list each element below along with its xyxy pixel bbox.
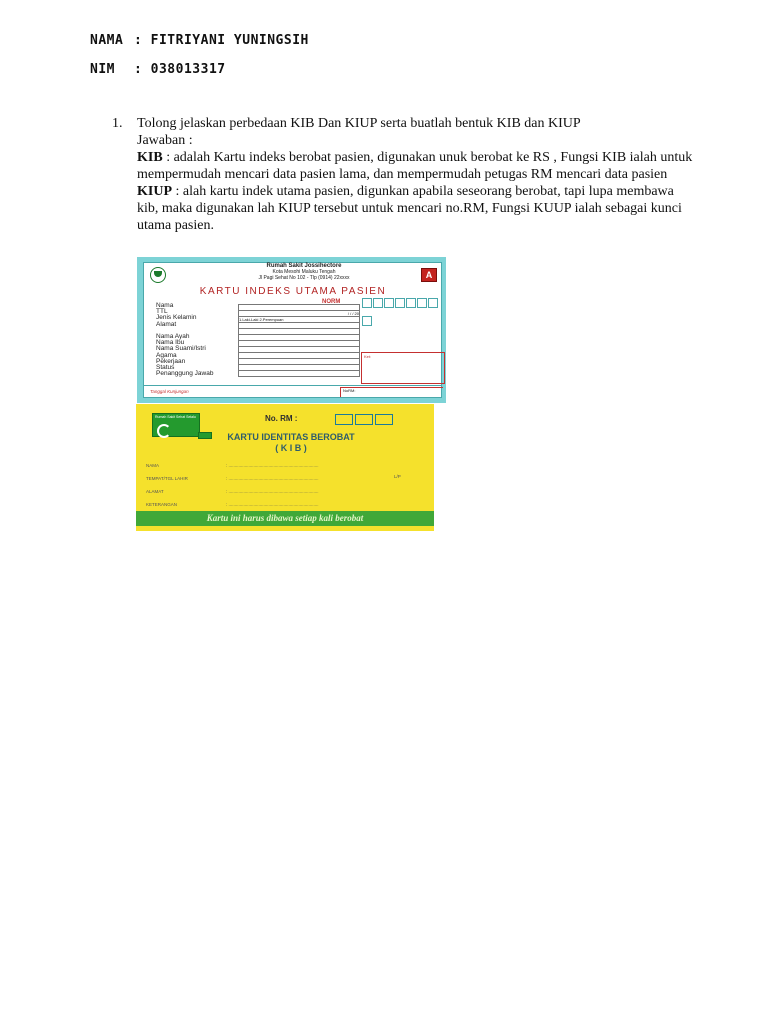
kib-title — [226, 432, 356, 454]
kib-hospital-logo-icon — [152, 413, 200, 437]
kiup-field-lines — [238, 304, 360, 377]
kiup-ket-label: Ket: — [364, 354, 372, 359]
kiup-hospital-name: Rumah Sakit Jossihectore — [266, 263, 342, 269]
kib-field: KETERANGAN — [146, 502, 178, 507]
nim-label: NIM — [90, 62, 115, 77]
kiup-field-labels — [156, 303, 213, 377]
nama-row — [90, 33, 309, 48]
kib-definition: : adalah Kartu indeks berobat pasien, digunakan unuk berobat ke RS , Fungsi KIB ialah untuk mempermudah mencari data pasien lama, dan mempermudah petugas RM mencari data pasien — [137, 150, 693, 182]
kiup-hospital-city: Kota Mesohi Maluku Tengah — [272, 269, 336, 275]
kiup-definition: : alah kartu indek utama pasien, digunkan apabila seseorang berobat, tapi lupa membawa kib, maka digunakan lah KIUP tersebut untuk mencari no.RM, Fungsi KUUP ialah sebagai kunci utama pasien. — [137, 184, 682, 233]
kiup-field: Alamat — [156, 320, 177, 328]
kib-logo-tail — [198, 432, 212, 439]
kiup-right-logo-icon: A — [421, 268, 437, 282]
kiup-card-inner — [143, 262, 442, 398]
nim-row — [90, 62, 226, 77]
kib-field: TEMPAT/TGL LAHIR — [146, 476, 188, 481]
kiup-ttl-hint: / / / 20 — [238, 310, 360, 316]
question-body — [137, 115, 697, 234]
kiup-hospital-address: Jl Pagi Sehat No 102 - Tlp (0914) 22xxxx — [258, 275, 350, 281]
kib-footer-text: Kartu ini harus dibawa setiap kali berobat — [206, 513, 364, 523]
kiup-field: Nama Ibu — [156, 339, 185, 347]
kib-title-line1: KARTU IDENTITAS BEROBAT — [227, 432, 355, 442]
kiup-norm-boxes — [362, 295, 441, 331]
kiup-hospital-header — [244, 263, 364, 281]
kib-dots: : ........................................................................ — [226, 502, 319, 507]
kiup-field: Pekerjaan — [156, 357, 186, 365]
answer-label: Jawaban : — [137, 133, 193, 148]
kib-dots: : ........................................................................ — [226, 463, 319, 468]
kiup-field: Penanggung Jawab — [156, 370, 214, 378]
hospital-logo-icon — [150, 267, 166, 283]
nama-value: : FITRIYANI YUNINGSIH — [134, 33, 309, 48]
kiup-field: Nama — [156, 302, 174, 309]
kiup-norm-label: NORM — [322, 299, 341, 305]
kib-rm-label: No. RM : — [265, 414, 298, 423]
kib-field-lines — [226, 459, 319, 511]
kib-term: KIB — [137, 150, 163, 165]
kiup-gender-options: 1.Laki-Laki 2.Perempuan — [238, 316, 360, 322]
kiup-norm2-label: NoRM: — [340, 387, 443, 397]
kiup-keterangan-box — [361, 352, 445, 384]
kiup-title: KARTU INDEKS UTAMA PASIEN — [199, 286, 387, 297]
kib-title-line2: ( K I B ) — [275, 443, 307, 453]
kiup-field: Status — [156, 364, 175, 372]
question-number: 1. — [112, 116, 123, 131]
kib-logo-text: Rumah Sakit Sehat Selalu — [155, 415, 196, 419]
nama-label: NAMA — [90, 33, 124, 48]
nim-value: : 038013317 — [134, 62, 226, 77]
kib-lp-label: L/P — [394, 474, 401, 479]
kiup-field: Jenis Kelamin — [156, 314, 197, 322]
kiup-divider — [144, 385, 441, 386]
kib-rm-boxes — [335, 414, 395, 432]
kiup-field: Agama — [156, 351, 177, 359]
kib-footer-bar — [136, 511, 434, 526]
question-text: Tolong jelaskan perbedaan KIB Dan KIUP serta buatlah bentuk KIB dan KIUP — [137, 116, 581, 131]
kiup-field: Nama Suami/Istri — [156, 345, 206, 353]
kiup-field: Nama Ayah — [156, 333, 190, 341]
kiup-card-image — [137, 257, 446, 403]
kib-dots: : ........................................................................ — [226, 476, 319, 481]
kib-field-labels — [146, 459, 188, 511]
kib-card-image — [136, 404, 434, 531]
kiup-field: TTL — [156, 308, 168, 316]
kib-paragraph — [137, 149, 697, 183]
kib-field: NAMA — [146, 463, 160, 468]
kiup-date-label: Tanggal Kunjungan — [150, 389, 189, 394]
kiup-term: KIUP — [137, 184, 172, 199]
kiup-paragraph — [137, 183, 697, 234]
kib-field: ALAMAT — [146, 489, 164, 494]
kib-dots: : ........................................................................ — [226, 489, 319, 494]
